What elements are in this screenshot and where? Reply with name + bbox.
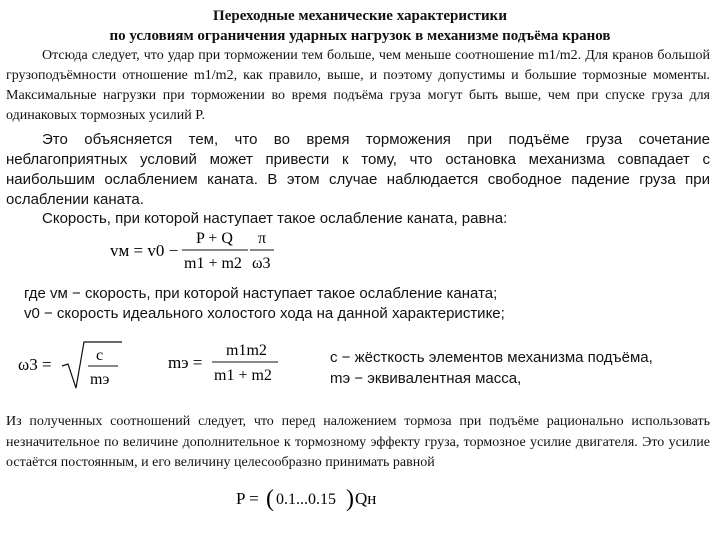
paragraph-3: Из полученных соотношений следует, что перед наложением тормоза при подъёме рационально использовать незначительное по величине дополнительное к тормозному эффекту груза, тормозное усилие двигателя. Это усилие остаётся постоянным, и его величину целесообразно принимать равной bbox=[6, 414, 710, 470]
where-line-2: v0 − скорость идеального холостого хода на данной характеристике; bbox=[24, 305, 505, 322]
formula-speed-pi: π bbox=[258, 230, 267, 247]
formula-speed-denominator: m1 + m2 bbox=[184, 255, 242, 272]
formula-speed-numerator: P + Q bbox=[196, 230, 233, 247]
paragraph-1: Отсюда следует, что удар при торможении тем больше, чем меньше соотношение m1/m2. Для кранов большой грузоподъёмности отношение m1/m2, как правило, выше, и поэтому допустимы и большие тормозные моменты. Максимальные нагрузки при торможении во время подъёма груза могут быть выше, чем при спуске груза для одинаковых тормозных усилий P. bbox=[6, 48, 710, 123]
note-stiffness: c − жёсткость элементов механизма подъёма, bbox=[330, 349, 653, 366]
formula-omega bbox=[18, 338, 128, 394]
where-line-1: где vм − скорость, при которой наступает такое ослабление каната; bbox=[24, 285, 498, 302]
formula-brake-open-paren: ( bbox=[266, 486, 274, 512]
formula-omega-lhs: ω3 = bbox=[18, 355, 52, 374]
formula-speed-lhs: vм = v0 − bbox=[110, 241, 179, 260]
formula-mass-lhs: mэ = bbox=[168, 353, 203, 372]
formula-omega-numerator: c bbox=[96, 347, 104, 364]
title-line-2: по условиям ограничения ударных нагрузок в механизме подъёма кранов bbox=[109, 28, 611, 44]
formula-omega-denominator: mэ bbox=[90, 371, 110, 388]
title-line-1: Переходные механические характеристики bbox=[213, 8, 507, 24]
formula-brake-force bbox=[236, 482, 386, 514]
formula-speed bbox=[110, 226, 300, 274]
note-equivalent-mass: mэ − эквивалентная масса, bbox=[330, 370, 522, 387]
speed-intro: Скорость, при которой наступает такое ослабление каната, равна: bbox=[42, 210, 508, 227]
paragraph-2: Это объясняется тем, что во время торможения при подъёме груза сочетание неблагоприятных условий может привести к тому, что остановка механизма совпадает с наибольшим ослаблением каната. В этом случае наблюдается свободное падение груза при ослаблении каната. bbox=[6, 131, 710, 208]
formula-brake-close-paren: ) bbox=[346, 486, 354, 512]
formula-brake-lhs: P = bbox=[236, 489, 259, 508]
formula-speed-omega: ω3 bbox=[252, 255, 271, 272]
formula-brake-inner: 0.1...0.15 bbox=[276, 491, 336, 508]
formula-mass bbox=[168, 338, 288, 390]
formula-mass-denominator: m1 + m2 bbox=[214, 367, 272, 384]
formula-mass-numerator: m1m2 bbox=[226, 342, 267, 359]
formula-brake-rhs: Qн bbox=[355, 489, 377, 508]
